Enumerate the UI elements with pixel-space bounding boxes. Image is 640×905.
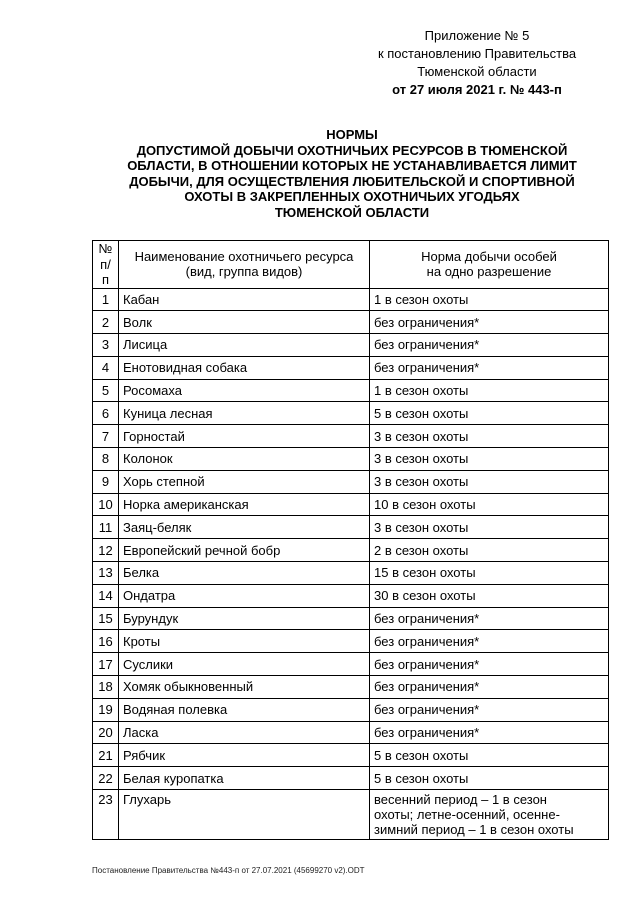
row-norm: 30 в сезон охоты — [370, 584, 609, 607]
appendix-date: от 27 июля 2021 г. № 443-п — [392, 82, 562, 97]
row-num: 18 — [93, 676, 119, 699]
row-num: 23 — [93, 790, 119, 840]
row-name: Норка американская — [119, 493, 370, 516]
header-name-line: (вид, группа видов) — [185, 264, 303, 280]
title-line: ОБЛАСТИ, В ОТНОШЕНИИ КОТОРЫХ НЕ УСТАНАВЛИВАЕТСЯ ЛИМИТ — [127, 158, 577, 173]
row-num: 1 — [93, 288, 119, 311]
title-line: ДОБЫЧИ, ДЛЯ ОСУЩЕСТВЛЕНИЯ ЛЮБИТЕЛЬСКОЙ И СПОРТИВНОЙ — [129, 173, 575, 189]
row-norm: без ограничения* — [370, 630, 609, 653]
table-row — [93, 767, 609, 790]
table-row — [93, 493, 609, 516]
table-row-last — [93, 790, 609, 840]
row-num: 15 — [93, 607, 119, 630]
appendix-reference: к постановлению Правительства — [377, 46, 577, 61]
hunting-norms-table — [92, 240, 609, 840]
row-norm: без ограничения* — [370, 676, 609, 699]
row-name: Лисица — [119, 334, 370, 357]
title-line: ОХОТЫ В ЗАКРЕПЛЕННЫХ ОХОТНИЧЬИХ УГОДЬЯХ — [184, 189, 520, 204]
row-num: 20 — [93, 721, 119, 744]
header-norm-line: на одно разрешение — [426, 264, 552, 280]
table-row — [93, 744, 609, 767]
row-norm-line: охоты; летне-осенний, осенне- — [374, 807, 560, 823]
table-row — [93, 721, 609, 744]
row-norm-line: весенний период – 1 в сезон — [374, 792, 547, 808]
row-num: 3 — [93, 334, 119, 357]
table-row — [93, 630, 609, 653]
appendix-region: Тюменской области — [417, 64, 537, 79]
table-row — [93, 288, 609, 311]
row-name: Суслики — [119, 653, 370, 676]
row-name: Бурундук — [119, 607, 370, 630]
table-row — [93, 425, 609, 448]
row-norm: 10 в сезон охоты — [370, 493, 609, 516]
table-row — [93, 334, 609, 357]
header-num-line: п/п — [100, 256, 111, 287]
row-norm: 3 в сезон охоты — [370, 470, 609, 493]
row-name: Куница лесная — [119, 402, 370, 425]
row-num: 2 — [93, 311, 119, 334]
title-line: ТЮМЕНСКОЙ ОБЛАСТИ — [274, 204, 430, 220]
table-body — [93, 288, 609, 840]
header-norm-line: Норма добычи особей — [421, 248, 557, 264]
row-name: Кроты — [119, 630, 370, 653]
appendix-number: Приложение № 5 — [424, 28, 530, 43]
row-norm: 1 в сезон охоты — [370, 288, 609, 311]
row-num: 11 — [93, 516, 119, 539]
row-num: 22 — [93, 767, 119, 790]
row-num: 17 — [93, 653, 119, 676]
table-row — [93, 539, 609, 562]
document-footer: Постановление Правительства №443-п от 27.07.2021 (45699270 v2).ODT — [92, 866, 365, 875]
row-norm: без ограничения* — [370, 721, 609, 744]
row-name: Хомяк обыкновенный — [119, 676, 370, 699]
table-row — [93, 676, 609, 699]
row-norm: 5 в сезон охоты — [370, 744, 609, 767]
table-row — [93, 448, 609, 471]
table-row — [93, 356, 609, 379]
appendix-header — [340, 27, 614, 99]
row-norm: 5 в сезон охоты — [370, 767, 609, 790]
row-norm: 3 в сезон охоты — [370, 448, 609, 471]
table-row — [93, 470, 609, 493]
row-norm: 1 в сезон охоты — [370, 379, 609, 402]
row-norm: 15 в сезон охоты — [370, 562, 609, 585]
row-name: Ласка — [119, 721, 370, 744]
row-norm: 3 в сезон охоты — [370, 516, 609, 539]
row-name: Заяц-беляк — [119, 516, 370, 539]
row-num: 19 — [93, 698, 119, 721]
table-row — [93, 402, 609, 425]
table-row — [93, 584, 609, 607]
table-row — [93, 562, 609, 585]
row-name: Белая куропатка — [119, 767, 370, 790]
row-num: 10 — [93, 493, 119, 516]
header-name — [119, 241, 370, 289]
row-norm: без ограничения* — [370, 607, 609, 630]
row-norm-line: зимний период – 1 в сезон охоты — [374, 822, 574, 838]
row-name: Европейский речной бобр — [119, 539, 370, 562]
header-num-line: № — [98, 241, 113, 256]
row-name: Ондатра — [119, 584, 370, 607]
document-title — [92, 127, 612, 220]
title-line: НОРМЫ — [326, 127, 378, 142]
row-name: Хорь степной — [119, 470, 370, 493]
row-name: Кабан — [119, 288, 370, 311]
row-num: 8 — [93, 448, 119, 471]
row-name: Волк — [119, 311, 370, 334]
row-name: Росомаха — [119, 379, 370, 402]
row-name: Белка — [119, 562, 370, 585]
header-name-line: Наименование охотничьего ресурса — [134, 248, 354, 264]
table-row — [93, 607, 609, 630]
table-row — [93, 698, 609, 721]
row-norm: без ограничения* — [370, 356, 609, 379]
row-num: 12 — [93, 539, 119, 562]
row-name: Енотовидная собака — [119, 356, 370, 379]
row-norm: без ограничения* — [370, 311, 609, 334]
row-num: 5 — [93, 379, 119, 402]
row-num: 7 — [93, 425, 119, 448]
row-num: 4 — [93, 356, 119, 379]
row-num: 14 — [93, 584, 119, 607]
row-norm: 5 в сезон охоты — [370, 402, 609, 425]
row-name: Глухарь — [119, 790, 370, 840]
row-num: 21 — [93, 744, 119, 767]
table-header-row — [93, 241, 609, 289]
row-name: Горностай — [119, 425, 370, 448]
row-name: Рябчик — [119, 744, 370, 767]
table-row — [93, 311, 609, 334]
row-norm: без ограничения* — [370, 653, 609, 676]
table-row — [93, 516, 609, 539]
header-num — [93, 241, 119, 289]
row-num: 9 — [93, 470, 119, 493]
header-norm — [370, 241, 609, 289]
title-line: ДОПУСТИМОЙ ДОБЫЧИ ОХОТНИЧЬИХ РЕСУРСОВ В ТЮМЕНСКОЙ — [136, 142, 568, 158]
row-norm: 3 в сезон охоты — [370, 425, 609, 448]
row-norm: 2 в сезон охоты — [370, 539, 609, 562]
row-num: 6 — [93, 402, 119, 425]
row-num: 16 — [93, 630, 119, 653]
row-name: Колонок — [119, 448, 370, 471]
row-norm — [370, 790, 609, 840]
table-row — [93, 653, 609, 676]
row-name: Водяная полевка — [119, 698, 370, 721]
row-norm: без ограничения* — [370, 334, 609, 357]
row-num: 13 — [93, 562, 119, 585]
row-norm: без ограничения* — [370, 698, 609, 721]
table-row — [93, 379, 609, 402]
